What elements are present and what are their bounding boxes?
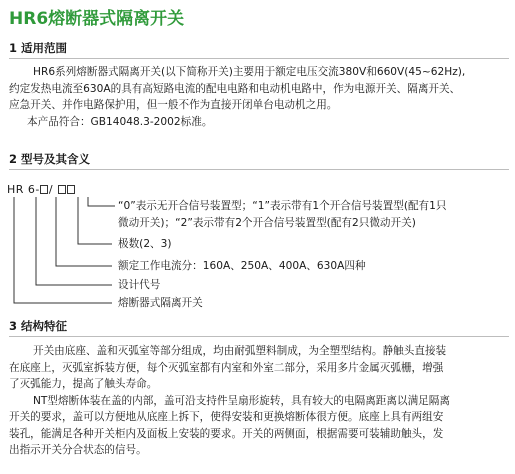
- structure-line: 了灭弧能力，提高了触头寿命。: [9, 378, 158, 390]
- structure-line: NT型熔断体装在盖的内部，盖可沿支持件呈扇形旋转，具有较大的电隔离距离以满足隔离: [33, 394, 450, 407]
- label-signal-type-cont: 微动开关)；“2”表示带有2个开合信号装置型(配有2只微动开关): [118, 217, 416, 229]
- section-heading-structure: [9, 318, 509, 337]
- structure-paragraph: [9, 343, 509, 459]
- scope-line: HR6系列熔断器式隔离开关(以下简称开关)主要用于额定电压交流380V和660V(45~62Hz),: [33, 66, 466, 78]
- label-poles: 极数(2、3): [118, 238, 172, 250]
- page-title: HR6熔断器式隔离开关: [9, 9, 185, 29]
- section-heading-text: 1 适用范围: [9, 41, 68, 55]
- model-separator: /: [48, 183, 54, 196]
- label-design-code: 设计代号: [118, 279, 161, 291]
- section-heading-text: 3 结构特征: [9, 319, 68, 333]
- model-prefix: HR 6-: [7, 183, 40, 196]
- label-product-name: 熔断器式隔离开关: [118, 297, 203, 309]
- scope-line: 应急开关、并作电路保护用，但一般不作为直接开闭单台电动机之用。: [9, 99, 338, 111]
- section-heading-text: 2 型号及其含义: [9, 152, 91, 166]
- scope-line: 约定发热电流至630A的具有高短路电流的配电电路和电动机电路中，作为电源开关、隔离开关、: [9, 82, 461, 95]
- label-signal-type: “0”表示无开合信号装置型；“1”表示带有1个开合信号装置型(配有1只: [118, 200, 447, 212]
- structure-line: 出指示开关分合状态的信号。: [9, 444, 147, 456]
- structure-line: 装孔，能满足各种开关柜内及面板上安装的要求。开关的两侧面，根据需要可装辅助触头，发: [9, 427, 444, 440]
- structure-line: 开关由底座、盖和灭弧室等部分组成，均由耐弧塑料制成，为全塑型结构。静触头直接装: [33, 345, 447, 357]
- structure-line: 开关的要求，盖可以方便地从底座上拆下，使得安装和更换熔断体很方便。底座上具有两组安: [9, 411, 444, 423]
- structure-line: 在底座上，灭弧室拆装方便，每个灭弧室都有内室和外室二部分，采用多片金属灭弧栅，增强: [9, 361, 444, 374]
- label-rated-current: 额定工作电流分：160A、250A、400A、630A四种: [118, 260, 366, 272]
- scope-line: 本产品符合：GB14048.3-2002标准。: [27, 115, 213, 128]
